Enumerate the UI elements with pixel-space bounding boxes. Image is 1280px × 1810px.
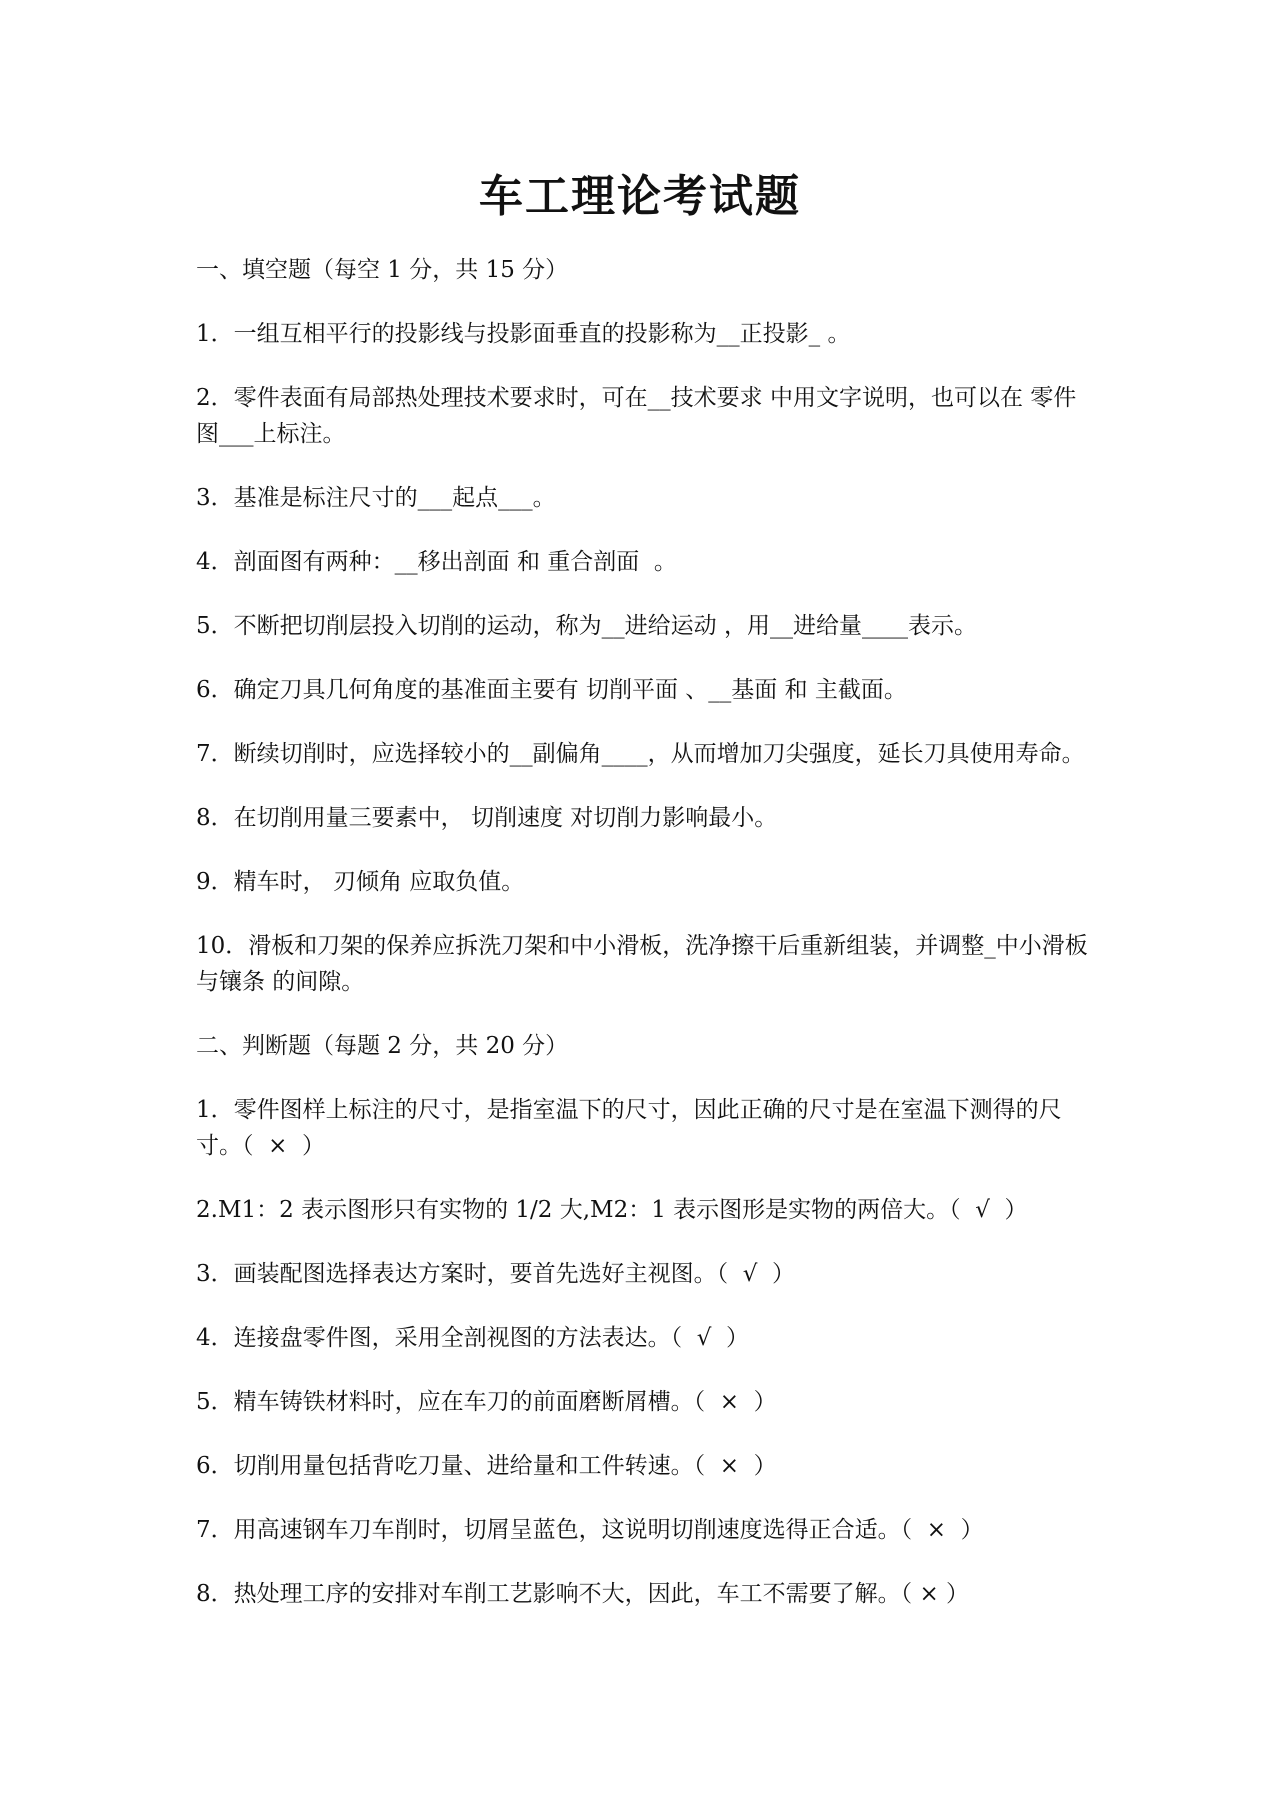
question-judge-8: 8．热处理工序的安排对车削工艺影响不大，因此，车工不需要了解。（ × ）: [196, 1581, 970, 1607]
question-fill-5: 5．不断把切削层投入切削的运动，称为__进给运动 ，用__进给量____表示。: [196, 613, 977, 639]
question-fill-6: 6．确定刀具几何角度的基准面主要有 切削平面 、__基面 和 主截面。: [196, 677, 907, 703]
question-fill-1: 1．一组互相平行的投影线与投影面垂直的投影称为__正投影_ 。: [196, 321, 851, 347]
question-fill-7: 7．断续切削时，应选择较小的__副偏角____，从而增加刀尖强度，延长刀具使用寿命。: [196, 741, 1085, 767]
section-fill-in-blank-heading: 一、填空题（每空 1 分，共 15 分）: [196, 257, 569, 283]
question-judge-4: 4．连接盘零件图，采用全剖视图的方法表达。（ √ ）: [196, 1325, 750, 1351]
section-true-false-heading: 二、判断题（每题 2 分，共 20 分）: [196, 1033, 569, 1059]
question-judge-3: 3．画装配图选择表达方案时，要首先选好主视图。（ √ ）: [196, 1261, 796, 1287]
question-fill-9: 9．精车时， 刃倾角 应取负值。: [196, 869, 525, 895]
question-judge-7: 7．用高速钢车刀车削时，切屑呈蓝色，这说明切削速度选得正合适。（ × ）: [196, 1517, 984, 1543]
question-fill-10: 10．滑板和刀架的保养应拆洗刀架和中小滑板，洗净擦干后重新组装，并调整_中小滑板与镶条 的间隙。: [196, 933, 1088, 995]
question-judge-2: 2.M1：2 表示图形只有实物的 1/2 大,M2：1 表示图形是实物的两倍大。（ √ ）: [196, 1197, 1028, 1223]
question-judge-1: 1．零件图样上标注的尺寸，是指室温下的尺寸，因此正确的尺寸是在室温下测得的尺寸。（ × ）: [196, 1097, 1062, 1159]
question-fill-2: 2．零件表面有局部热处理技术要求时，可在__技术要求 中用文字说明，也可以在 零件图___上标注。: [196, 385, 1077, 447]
question-fill-8: 8．在切削用量三要素中， 切削速度 对切削力影响最小。: [196, 805, 778, 831]
question-judge-5: 5．精车铸铁材料时，应在车刀的前面磨断屑槽。（ × ）: [196, 1389, 777, 1415]
page-title: 车工理论考试题: [479, 171, 801, 222]
question-fill-4: 4．剖面图有两种：__移出剖面 和 重合剖面 。: [196, 549, 677, 575]
document-body: [196, 252, 1096, 1640]
question-fill-3: 3．基准是标注尺寸的___起点___。: [196, 485, 556, 511]
question-judge-6: 6．切削用量包括背吃刀量、进给量和工件转速。（ × ）: [196, 1453, 777, 1479]
